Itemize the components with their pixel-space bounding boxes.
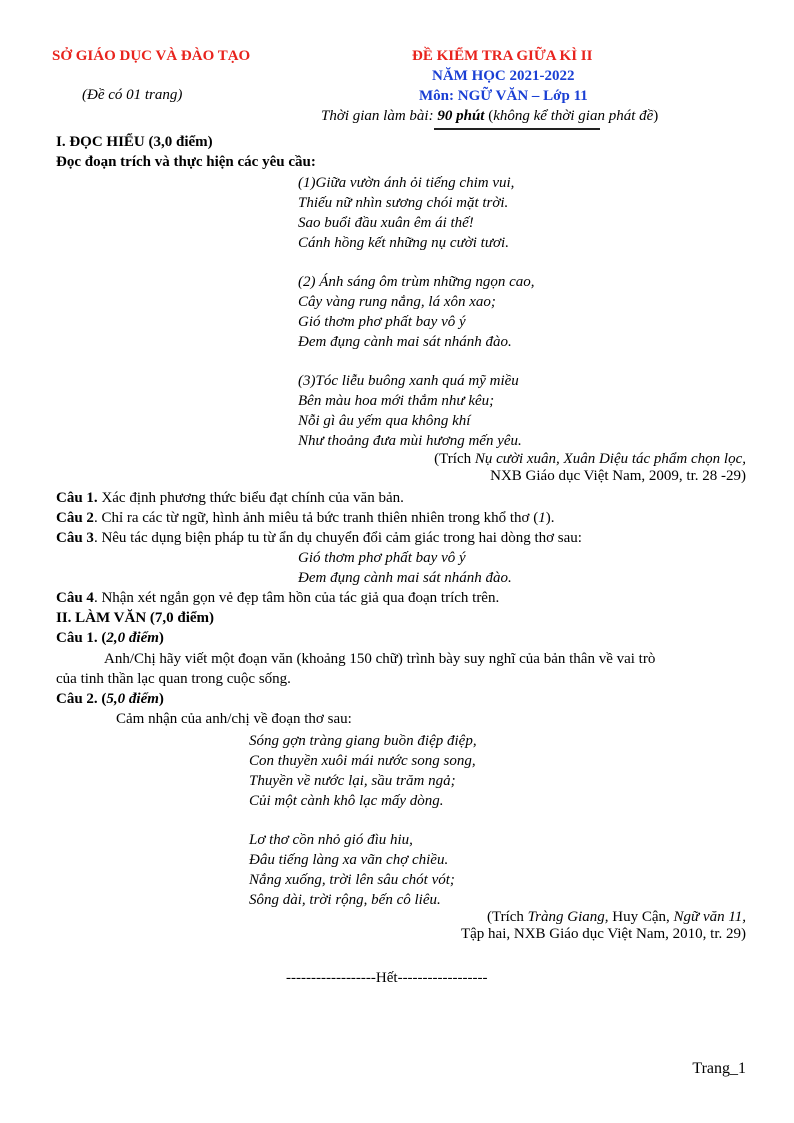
- source-title: Tràng Giang,: [527, 909, 609, 925]
- poem-line: Cánh hồng kết những nụ cười tươi.: [298, 235, 509, 251]
- source-author: Huy Cận,: [608, 909, 674, 925]
- poem-line: (2) Ánh sáng ôm trùm những ngọn cao,: [298, 274, 535, 290]
- part2-poem: [249, 731, 749, 911]
- question-4: [56, 590, 499, 607]
- poem-line: Thiếu nữ nhìn sương chói mặt trời.: [298, 195, 509, 211]
- poem-line: Gió thơm phơ phất bay vô ý: [298, 314, 466, 330]
- poem-line: Đâu tiếng làng xa vãn chợ chiều.: [249, 852, 449, 868]
- exam-title: ĐỀ KIỂM TRA GIỮA KÌ II: [412, 48, 593, 64]
- question-text: . Nêu tác dụng biện pháp tu từ ẩn dụ chuyển đổi cảm giác trong hai dòng thơ sau:: [93, 530, 582, 546]
- department-title: SỞ GIÁO DỤC VÀ ĐÀO TẠO: [52, 48, 251, 64]
- part2-title: II. LÀM VĂN (7,0 điểm): [56, 610, 215, 626]
- poem-line: Sao buổi đầu xuân êm ái thế!: [298, 215, 474, 231]
- part2-q1-text-2: của tinh thần lạc quan trong cuộc sống.: [56, 671, 291, 687]
- q1-points: 2,0 điểm: [106, 630, 159, 646]
- poem-line: Sóng gợn tràng giang buồn điệp điệp,: [249, 733, 477, 749]
- header-divider: [434, 128, 600, 130]
- q3-quote-line: Đem đụng cành mai sát nhánh đào.: [298, 570, 512, 586]
- end-marker: ------------------Hết------------------: [286, 970, 488, 986]
- source-open: (Trích: [486, 909, 528, 925]
- q1-label: Câu 1. (: [56, 630, 107, 646]
- question-text: . Chỉ ra các từ ngữ, hình ảnh miêu tả bức tranh thiên nhiên trong khổ thơ (: [93, 510, 539, 526]
- q2-points: 5,0 điểm: [106, 691, 159, 707]
- source-book: Ngữ văn 11,: [673, 909, 746, 925]
- source-open: (Trích: [434, 451, 475, 467]
- poem-line: (3)Tóc liễu buông xanh quá mỹ miều: [298, 373, 519, 389]
- part2-q1-header: [56, 630, 164, 647]
- question-3: [56, 530, 582, 547]
- poem-line: Lơ thơ cồn nhỏ gió đìu hiu,: [249, 832, 413, 848]
- time-line: [321, 108, 658, 125]
- poem-line: Củi một cành khô lạc mấy dòng.: [249, 793, 444, 809]
- poem-line: Nỗi gì âu yếm qua không khí: [298, 413, 471, 429]
- source-line-1: [461, 909, 746, 926]
- poem-line: Bên màu hoa mới thắm như kêu;: [298, 393, 495, 409]
- poem-line: Cây vàng rung nắng, lá xôn xao;: [298, 294, 496, 310]
- part1-poem: [298, 173, 758, 473]
- q2-label: Câu 2. (: [56, 691, 107, 707]
- q1-close: ): [158, 630, 164, 646]
- question-label: Câu 1.: [56, 490, 98, 506]
- question-2: [56, 510, 555, 527]
- time-prefix: Thời gian làm bài:: [321, 108, 438, 124]
- part1-title: I. ĐỌC HIỂU (3,0 điểm): [56, 134, 213, 150]
- part2-q2-text: Cảm nhận của anh/chị về đoạn thơ sau:: [116, 711, 352, 727]
- poem-line: Nắng xuống, trời lên sâu chót vót;: [249, 872, 455, 888]
- part2-source: [461, 909, 746, 943]
- part2-q1-text-1: Anh/Chị hãy viết một đoạn văn (khoảng 150 chữ) trình bày suy nghĩ của bản thân về vai trò: [104, 651, 656, 667]
- q2-close: ): [158, 691, 164, 707]
- part1-source: [434, 451, 746, 485]
- pages-note: (Đề có 01 trang): [82, 87, 183, 103]
- source-line-2: Tập hai, NXB Giáo dục Việt Nam, 2010, tr. 29): [460, 926, 746, 942]
- poem-line: Đem đụng cành mai sát nhánh đào.: [298, 334, 512, 350]
- poem-line: Sông dài, trời rộng, bến cô liêu.: [249, 892, 441, 908]
- time-open: (: [484, 108, 494, 124]
- poem-line: Thuyền về nước lại, sầu trăm ngả;: [249, 773, 456, 789]
- poem-line: Như thoảng đưa mùi hương mến yêu.: [298, 433, 522, 449]
- school-year: NĂM HỌC 2021-2022: [432, 68, 575, 84]
- subject: Môn: NGỮ VĂN – Lớp 11: [419, 88, 588, 104]
- page-number: Trang_1: [692, 1060, 746, 1077]
- time-suffix: không kể thời gian phát đề: [493, 108, 654, 124]
- question-label: Câu 2: [56, 510, 94, 526]
- question-label: Câu 4: [56, 590, 94, 606]
- time-value: 90 phút: [437, 108, 485, 124]
- question-text: . Nhận xét ngắn gọn vẻ đẹp tâm hồn của tác giả qua đoạn trích trên.: [93, 590, 500, 606]
- source-line-1: [434, 451, 746, 468]
- poem-line: (1)Giữa vườn ánh ỏi tiếng chim vui,: [298, 175, 515, 191]
- poem-line: Con thuyền xuôi mái nước song song,: [249, 753, 476, 769]
- q3-quote-line: Gió thơm phơ phất bay vô ý: [298, 550, 466, 566]
- time-close: ): [653, 108, 659, 124]
- source-title: Nụ cười xuân, Xuân Diệu tác phẩm chọn lọc,: [474, 451, 746, 467]
- question-1: [56, 490, 404, 507]
- part1-instruction: Đọc đoạn trích và thực hiện các yêu cầu:: [56, 154, 316, 170]
- source-line-2: NXB Giáo dục Việt Nam, 2009, tr. 28 -29): [490, 468, 746, 484]
- part2-q2-header: [56, 691, 164, 708]
- question-label: Câu 3: [56, 530, 94, 546]
- question-ref: 1: [538, 510, 546, 526]
- question-tail: ).: [545, 510, 555, 526]
- question-text: Xác định phương thức biểu đạt chính của văn bản.: [97, 490, 404, 506]
